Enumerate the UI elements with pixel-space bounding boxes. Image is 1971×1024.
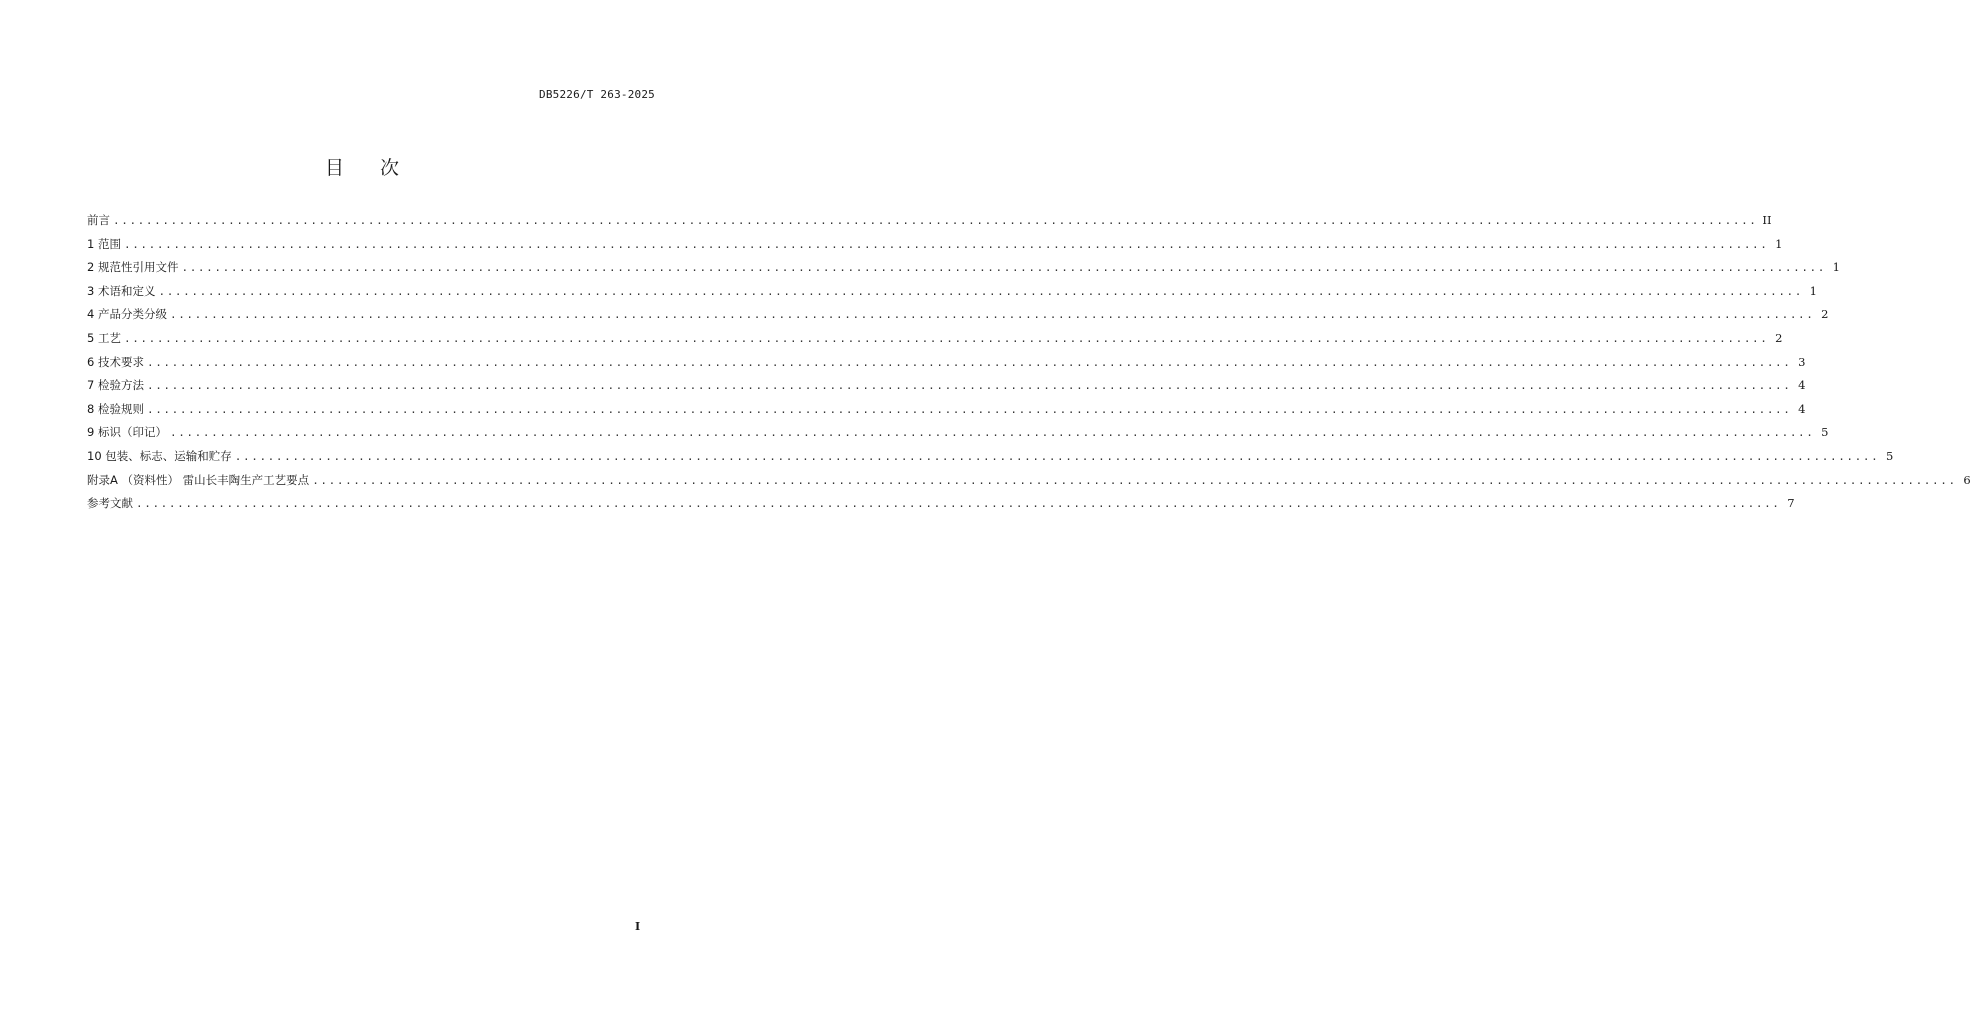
toc-entry-packaging[interactable] <box>87 448 1894 472</box>
toc-leader-dots: ........................................................................................................................................................................................................ <box>169 426 1815 440</box>
toc-leader-dots: ........................................................................................................................................................................................................ <box>169 308 1815 322</box>
toc-leader-dots: ........................................................................................................................................................................................................ <box>158 284 1803 298</box>
toc-entry-foreword[interactable] <box>87 212 1772 236</box>
toc-entry-label: 6 技术要求 <box>87 354 144 369</box>
toc-entry-label: 1 范围 <box>87 236 121 251</box>
toc-entry-label: 8 检验规则 <box>87 401 144 416</box>
toc-entry-scope[interactable] <box>87 236 1783 260</box>
page-title <box>0 153 724 180</box>
page-number: I <box>635 920 641 933</box>
toc-entry-page: 1 <box>1832 260 1840 275</box>
table-of-contents <box>87 212 1971 519</box>
toc-entry-page: 3 <box>1798 354 1806 369</box>
toc-entry-page: 2 <box>1821 307 1829 322</box>
toc-entry-label: 3 术语和定义 <box>87 283 156 298</box>
toc-entry-page: 7 <box>1787 496 1795 511</box>
toc-entry-normative-references[interactable] <box>87 259 1840 283</box>
toc-entry-label: 2 规范性引用文件 <box>87 260 179 275</box>
toc-leader-dots: ........................................................................................................................................................................................................ <box>123 331 1769 345</box>
toc-leader-dots: ........................................................................................................................................................................................................ <box>146 379 1792 393</box>
toc-entry-label: 5 工艺 <box>87 330 121 345</box>
toc-entry-label: 前言 <box>87 213 110 227</box>
toc-entry-marking[interactable] <box>87 424 1829 448</box>
toc-entry-page: 5 <box>1885 448 1894 463</box>
toc-entry-page: 4 <box>1798 378 1806 393</box>
document-code: DB5226/T 263-2025 <box>539 88 655 101</box>
toc-leader-dots: ........................................................................................................................................................................................................ <box>146 402 1792 416</box>
toc-entry-label: 4 产品分类分级 <box>87 307 167 322</box>
toc-leader-dots: ........................................................................................................................................................................................................ <box>181 261 1826 275</box>
toc-entry-bibliography[interactable] <box>87 495 1795 519</box>
toc-entry-technical-requirements[interactable] <box>87 354 1806 378</box>
toc-entry-classification[interactable] <box>87 306 1829 330</box>
title-char-2: 次 <box>380 157 400 179</box>
title-char-1: 目 <box>324 157 344 179</box>
toc-entry-page: 2 <box>1775 330 1783 345</box>
toc-entry-label: 附录A （资料性） 雷山长丰陶生产工艺要点 <box>87 472 310 487</box>
toc-entry-page: 4 <box>1798 401 1806 416</box>
toc-entry-page: 1 <box>1809 283 1817 298</box>
toc-entry-test-methods[interactable] <box>87 377 1806 401</box>
toc-entry-label: 7 检验方法 <box>87 378 144 393</box>
toc-leader-dots: ........................................................................................................................................................................................................ <box>123 237 1769 251</box>
toc-entry-process[interactable] <box>87 330 1783 354</box>
toc-entry-appendix-a[interactable] <box>87 472 1971 496</box>
toc-entry-page: 5 <box>1821 425 1829 440</box>
toc-leader-dots: ........................................................................................................................................................................................................ <box>234 449 1880 463</box>
toc-entry-page: 1 <box>1775 236 1783 251</box>
toc-leader-dots: ........................................................................................................................................................................................................ <box>113 214 1758 227</box>
toc-entry-page: 6 <box>1963 472 1971 487</box>
toc-entry-page: II <box>1762 213 1772 227</box>
toc-entry-terms-definitions[interactable] <box>87 283 1817 307</box>
toc-leader-dots: ........................................................................................................................................................................................................ <box>146 355 1792 369</box>
toc-entry-inspection-rules[interactable] <box>87 401 1806 425</box>
toc-leader-dots: ........................................................................................................................................................................................................ <box>136 497 1781 511</box>
toc-entry-label: 参考文献 <box>87 496 133 511</box>
toc-entry-label: 10 包装、标志、运输和贮存 <box>87 448 232 463</box>
toc-leader-dots: ........................................................................................................................................................................................................ <box>312 473 1957 487</box>
toc-entry-label: 9 标识（印记） <box>87 425 167 440</box>
